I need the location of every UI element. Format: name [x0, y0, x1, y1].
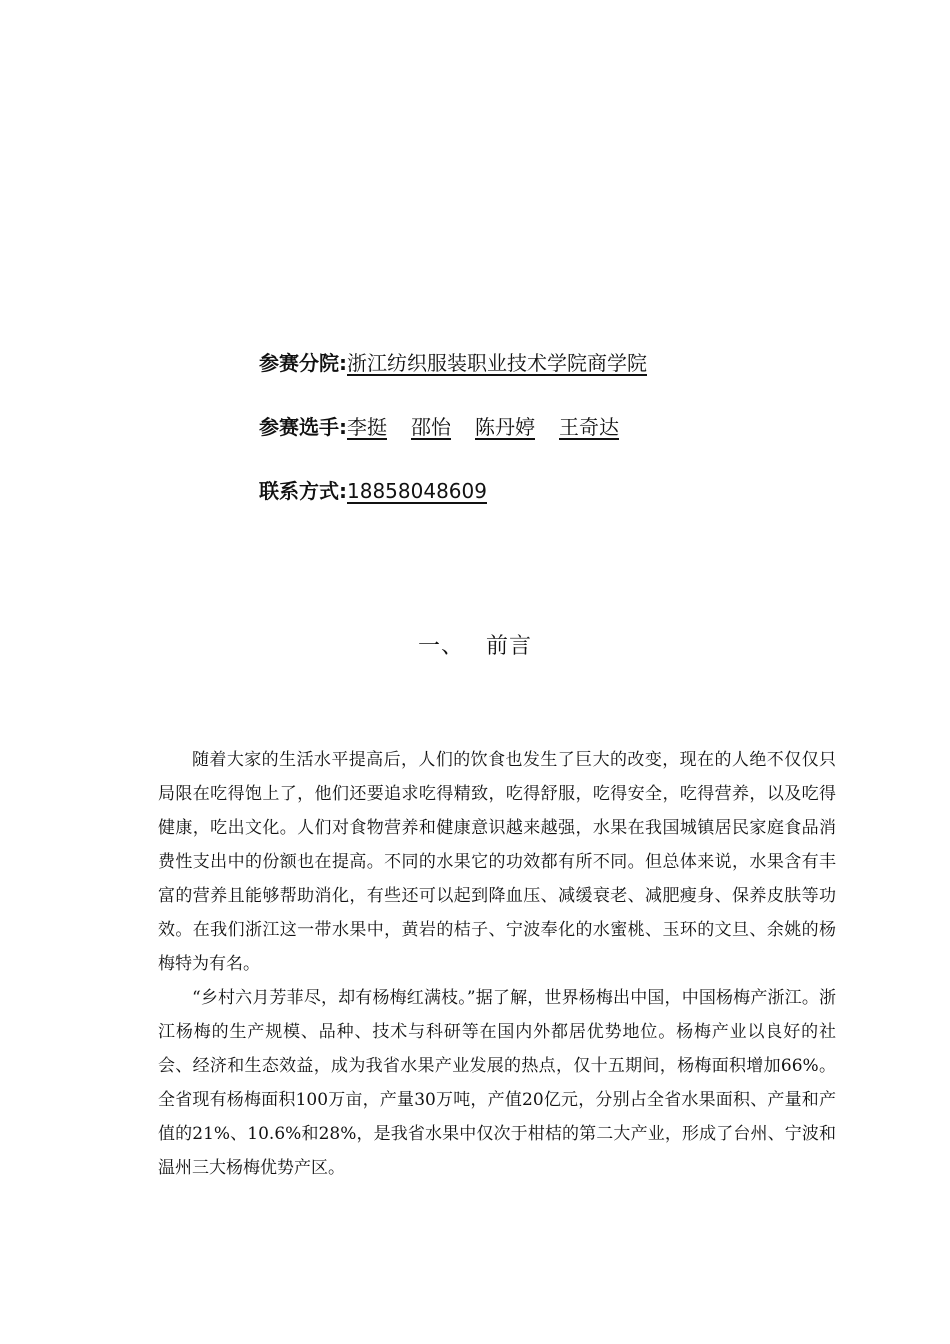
- contact-label: 联系方式:: [259, 479, 347, 503]
- school-label: 参赛分院:: [259, 351, 347, 375]
- contestant-name: 邵怡: [411, 415, 451, 439]
- contact-line: [259, 474, 819, 538]
- contest-info-block: [259, 346, 819, 538]
- section-heading: [0, 630, 950, 664]
- school-line: [259, 346, 819, 410]
- contestants-value: [347, 415, 619, 439]
- section-number: 一、: [417, 634, 464, 659]
- paragraph: 随着大家的生活水平提高后，人们的饮食也发生了巨大的改变，现在的人绝不仅仅只局限在吃得饱上了，他们还要追求吃得精致，吃得舒服，吃得安全，吃得营养，以及吃得健康，吃出文化。人们对食物营养和健康意识越来越强，水果在我国城镇居民家庭食品消费性支出中的份额也在提高。不同的水果它的功效都有所不同。但总体来说，水果含有丰富的营养且能够帮助消化，有些还可以起到降血压、减缓衰老、减肥瘦身、保养皮肤等功效。在我们浙江这一带水果中，黄岩的桔子、宁波奉化的水蜜桃、玉环的文旦、余姚的杨梅特为有名。: [158, 750, 836, 974]
- contestant-name: 陈丹婷: [475, 415, 535, 439]
- contact-value: 18858048609: [347, 479, 487, 503]
- paragraph: “乡村六月芳菲尽，却有杨梅红满枝。”据了解，世界杨梅出中国，中国杨梅产浙江。浙江杨梅的生产规模、品种、技术与科研等在国内外都居优势地位。杨梅产业以良好的社会、经济和生态效益，成为我省水果产业发展的热点，仅十五期间，杨梅面积增加66%。全省现有杨梅面积100万亩，产量30万吨，产值20亿元，分别占全省水果面积、产量和产值的21%、10.6%和28%，是我省水果中仅次于柑桔的第二大产业，形成了台州、宁波和温州三大杨梅优势产区。: [158, 988, 836, 1178]
- contestant-name: 王奇达: [559, 415, 619, 439]
- body-text: [158, 743, 836, 1185]
- contestants-label: 参赛选手:: [259, 415, 347, 439]
- contestants-line: [259, 410, 819, 474]
- section-title: 前言: [486, 634, 533, 659]
- school-value: 浙江纺织服装职业技术学院商学院: [347, 351, 647, 375]
- contestant-name: 李挺: [347, 415, 387, 439]
